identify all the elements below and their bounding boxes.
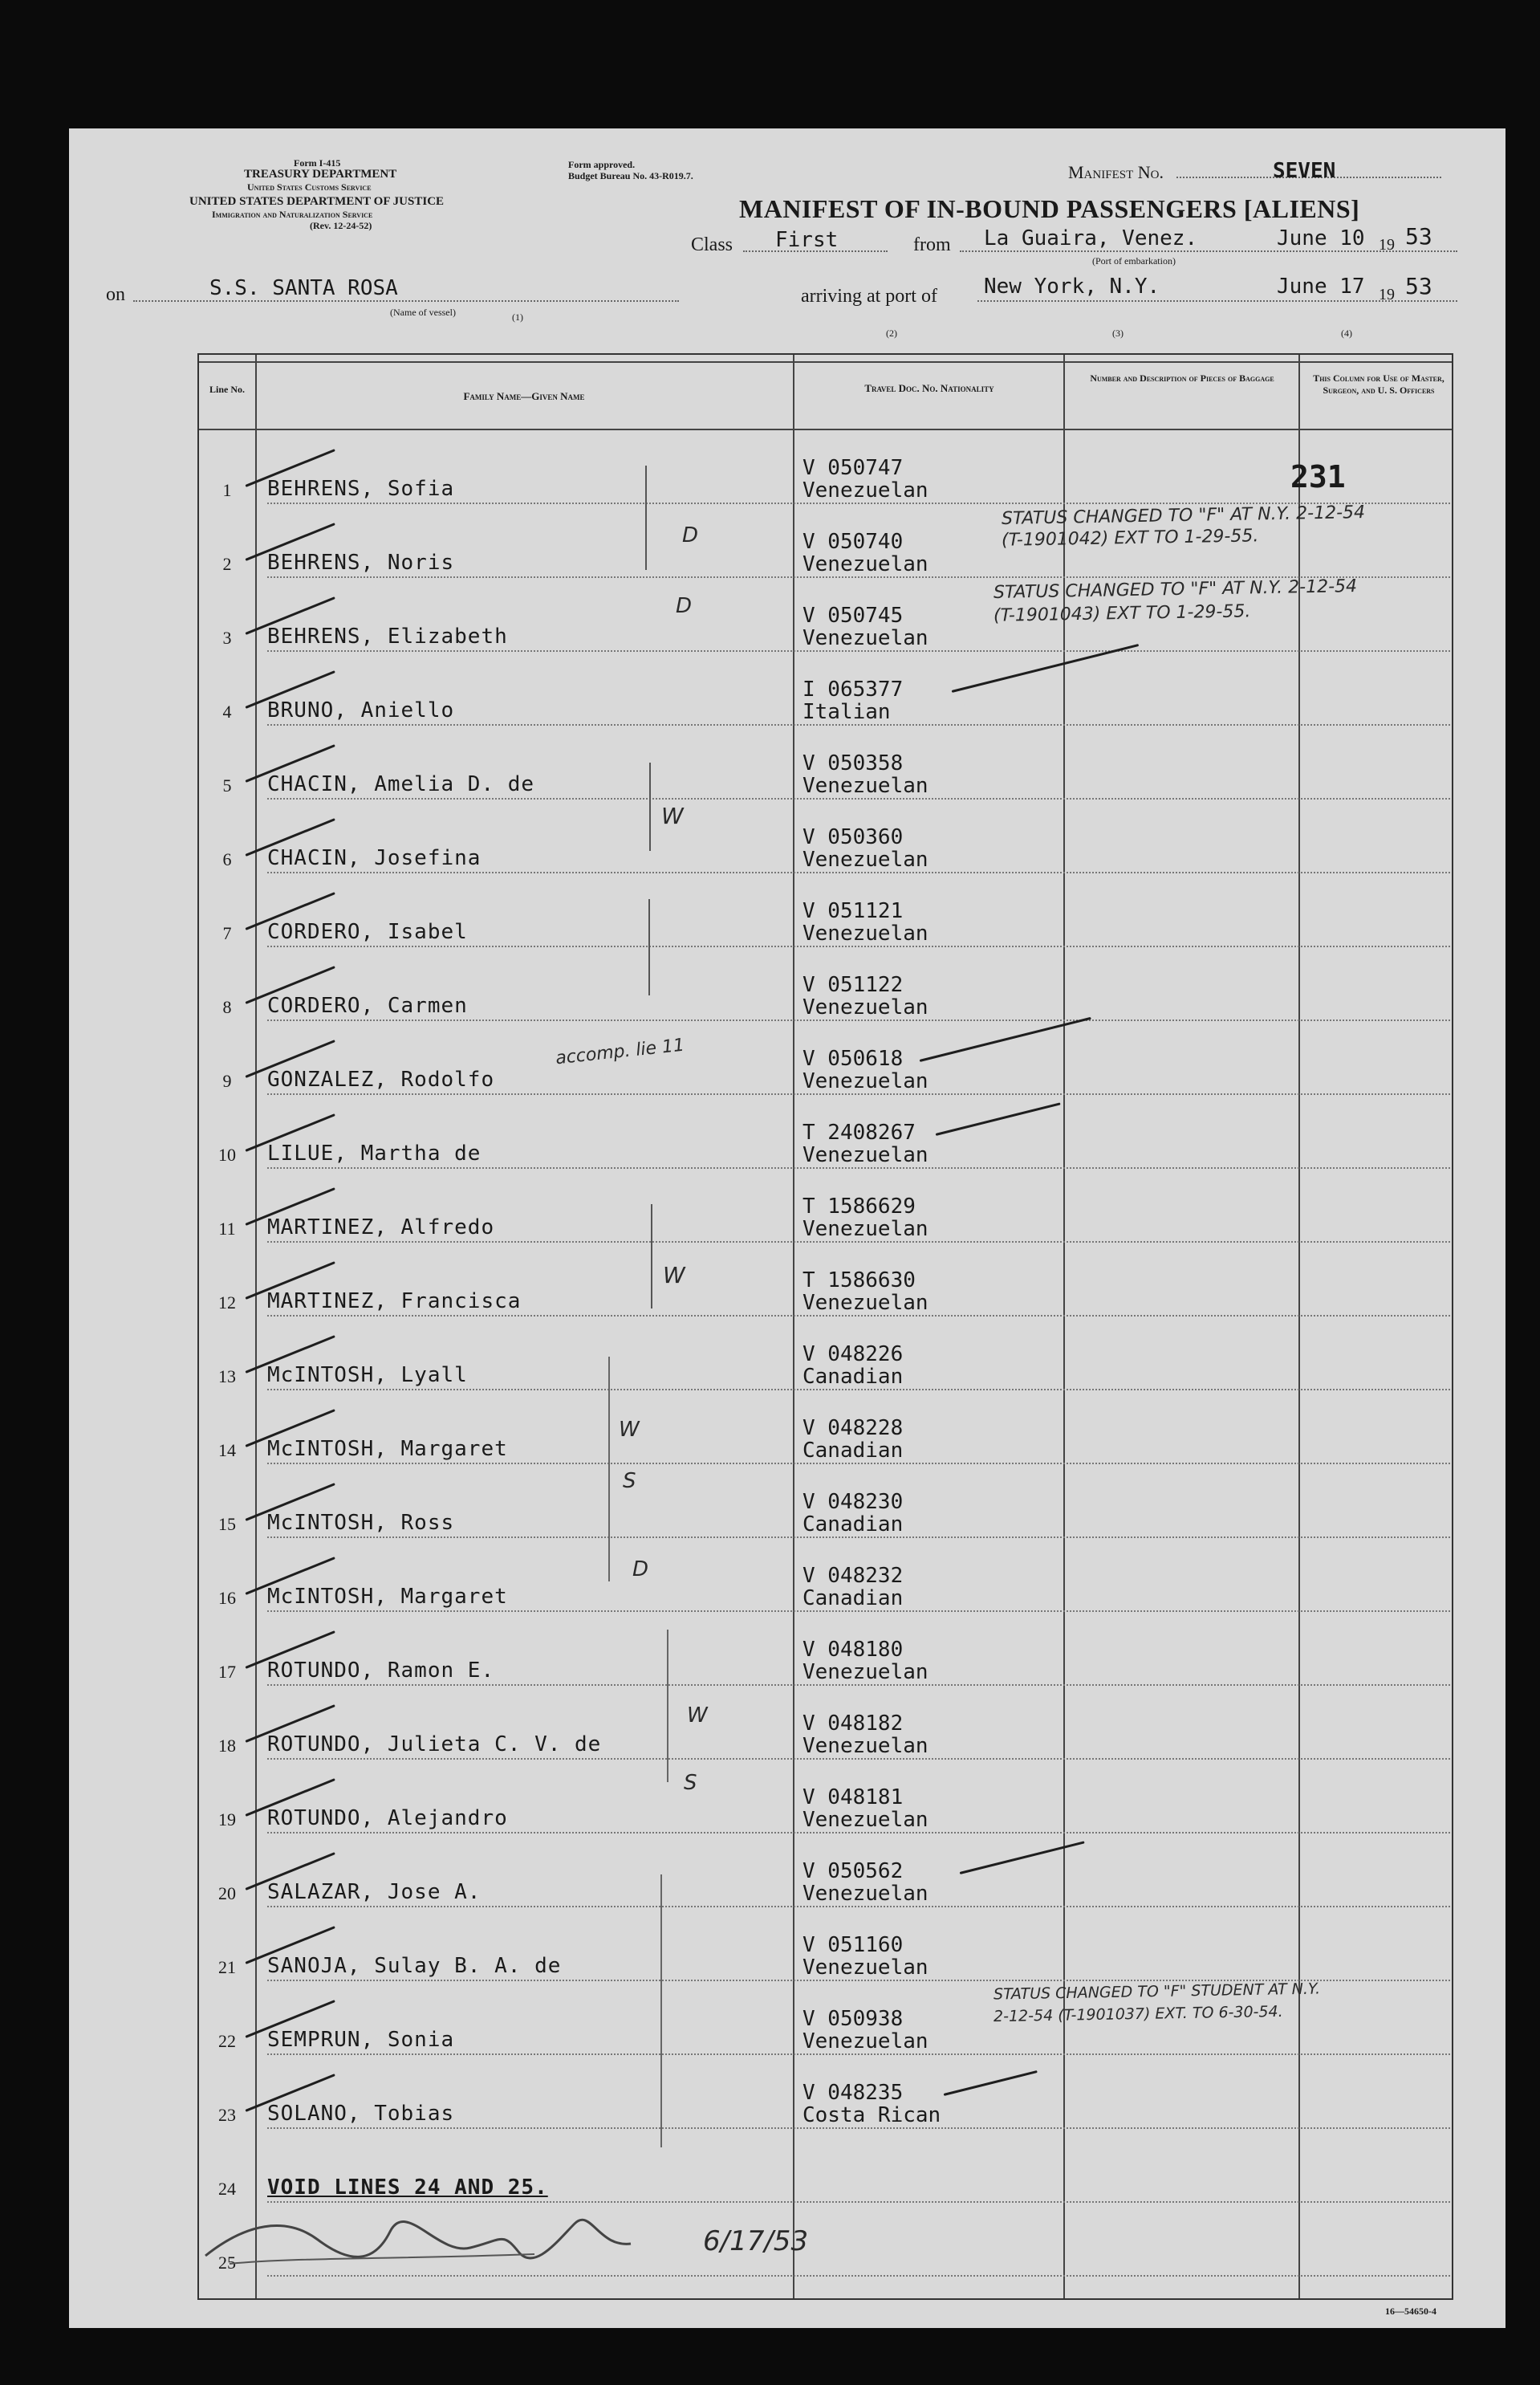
passenger-name: CHACIN, Josefina <box>267 846 482 870</box>
passenger-name: ROTUNDO, Alejandro <box>267 1806 508 1830</box>
mark-margin-row9: accomp. lie 11 <box>555 1035 686 1069</box>
travel-doc-number: V 051121 <box>803 899 904 923</box>
passenger-name: CORDERO, Isabel <box>267 920 468 944</box>
vessel-caption: (Name of vessel) <box>390 307 456 318</box>
line-number: 6 <box>222 849 232 869</box>
line-number: 11 <box>218 1219 236 1239</box>
travel-doc-number: V 051160 <box>803 1933 904 1957</box>
passenger-name: BRUNO, Aniello <box>267 698 455 722</box>
travel-doc-number: T 2408267 <box>803 1121 916 1145</box>
class-label: Class <box>691 234 733 255</box>
footer-code: 16—54650-4 <box>1385 2306 1436 2317</box>
passenger-name: McINTOSH, Ross <box>267 1511 455 1535</box>
line-number: 3 <box>222 628 232 648</box>
travel-doc-number: V 050747 <box>803 456 904 480</box>
line-number: 1 <box>222 480 232 500</box>
table-row <box>199 800 1455 873</box>
form-number: Form I-415 <box>294 157 341 169</box>
line-number: 5 <box>222 775 232 796</box>
manifest-page <box>69 128 1505 2328</box>
nationality: Canadian <box>803 1586 904 1610</box>
travel-doc-number: V 048180 <box>803 1638 904 1662</box>
mark-s-1: S <box>623 1469 636 1493</box>
vessel-name: S.S. SANTA ROSA <box>209 276 398 300</box>
table-row <box>199 1612 1455 1686</box>
header-travel-doc: Travel Doc. No. Nationality <box>864 382 994 394</box>
customs-service: United States Customs Service <box>247 181 372 193</box>
table-row <box>199 873 1455 947</box>
nationality: Venezuelan <box>803 1143 928 1167</box>
nationality: Venezuelan <box>803 1808 928 1832</box>
table-row <box>199 1317 1455 1390</box>
form-approved: Form approved. <box>568 159 636 170</box>
travel-doc-number: V 048181 <box>803 1785 904 1809</box>
from-port: La Guaira, Venez. <box>984 226 1198 250</box>
travel-doc-number: V 048232 <box>803 1564 904 1588</box>
line-number: 15 <box>218 1514 236 1534</box>
nationality: Venezuelan <box>803 552 928 576</box>
mark-d-1: D <box>682 523 699 547</box>
table-row <box>199 726 1455 800</box>
travel-doc-number: V 050618 <box>803 1047 904 1071</box>
travel-doc-number: V 048226 <box>803 1342 904 1366</box>
on-label: on <box>106 284 125 305</box>
travel-doc-number: I 065377 <box>803 678 904 702</box>
passenger-name: McINTOSH, Margaret <box>267 1585 508 1609</box>
nationality: Venezuelan <box>803 1291 928 1315</box>
passenger-name: BEHRENS, Noris <box>267 551 455 575</box>
mark-w-2: W <box>663 1262 685 1288</box>
travel-doc-number: V 050740 <box>803 530 904 554</box>
col-number-1: (1) <box>512 311 523 323</box>
line-number: 8 <box>222 997 232 1017</box>
line-number: 24 <box>218 2179 236 2199</box>
mark-w-4: W <box>687 1703 708 1728</box>
nationality: Venezuelan <box>803 1069 928 1093</box>
table-row <box>199 1390 1455 1464</box>
embark-caption: (Port of embarkation) <box>1092 255 1176 267</box>
budget-bureau: Budget Bureau No. 43-R019.7. <box>568 170 693 181</box>
form-revision: (Rev. 12-24-52) <box>310 220 372 231</box>
manifest-title: MANIFEST OF IN-BOUND PASSENGERS [ALIENS] <box>739 194 1360 223</box>
line-number: 23 <box>218 2105 236 2125</box>
passenger-name: SEMPRUN, Sonia <box>267 2028 455 2052</box>
status-note-row21-b: 2-12-54 (T-1901037) EXT. TO 6-30-54. <box>993 2002 1283 2026</box>
from-date: June 10 <box>1277 226 1365 250</box>
passenger-name: GONZALEZ, Rodolfo <box>267 1068 495 1092</box>
mark-s-2: S <box>684 1771 697 1795</box>
passenger-name: LILUE, Martha de <box>267 1142 482 1166</box>
passenger-name: MARTINEZ, Francisca <box>267 1289 522 1313</box>
status-note-row2-b: (T-1901042) EXT TO 1-29-55. <box>1001 526 1259 551</box>
line-number: 22 <box>218 2031 236 2051</box>
status-note-row2-a: STATUS CHANGED TO "F" AT N.Y. 2-12-54 <box>1001 503 1366 529</box>
line-number: 21 <box>218 1957 236 1977</box>
travel-doc-number: V 050938 <box>803 2007 904 2031</box>
line-number: 20 <box>218 1883 236 1903</box>
travel-doc-number: T 1586630 <box>803 1268 916 1292</box>
arrival-date: June 17 <box>1277 275 1365 299</box>
passenger-name: ROTUNDO, Julieta C. V. de <box>267 1732 602 1756</box>
passenger-name: CHACIN, Amelia D. de <box>267 772 535 796</box>
justice-dept: UNITED STATES DEPARTMENT OF JUSTICE <box>189 195 445 208</box>
arriving-label: arriving at port of <box>801 286 937 307</box>
nationality: Venezuelan <box>803 774 928 798</box>
table-row <box>199 1021 1455 1095</box>
nationality: Venezuelan <box>803 848 928 872</box>
status-note-row3-b: (T-1901043) EXT TO 1-29-55. <box>993 601 1251 626</box>
nationality: Venezuelan <box>803 922 928 946</box>
passenger-name: SANOJA, Sulay B. A. de <box>267 1954 562 1978</box>
travel-doc-number: V 050562 <box>803 1859 904 1883</box>
nationality: Venezuelan <box>803 478 928 503</box>
table-row <box>199 1686 1455 1760</box>
line-number: 16 <box>218 1588 236 1608</box>
nationality: Canadian <box>803 1512 904 1536</box>
nationality: Venezuelan <box>803 1734 928 1758</box>
nationality: Venezuelan <box>803 1217 928 1241</box>
line-number: 2 <box>222 554 232 574</box>
travel-doc-number: V 048228 <box>803 1416 904 1440</box>
passenger-name: BEHRENS, Sofia <box>267 477 455 501</box>
travel-doc-number: V 048182 <box>803 1711 904 1736</box>
nationality: Venezuelan <box>803 626 928 650</box>
signature-scrawl <box>197 2208 647 2280</box>
line-number: 25 <box>218 2253 236 2273</box>
line-number: 19 <box>218 1809 236 1829</box>
ins-service: Immigration and Naturalization Service <box>212 209 373 220</box>
officer-number: 231 <box>1290 459 1346 495</box>
header-family-name: Family Name—Given Name <box>463 390 585 402</box>
line-number: 12 <box>218 1292 236 1313</box>
table-row <box>199 1095 1455 1169</box>
table-row <box>199 1464 1455 1538</box>
status-note-row21-a: STATUS CHANGED TO "F" STUDENT AT N.Y. <box>993 1980 1321 2004</box>
table-row <box>199 1243 1455 1317</box>
nationality: Venezuelan <box>803 1660 928 1684</box>
nationality: Canadian <box>803 1439 904 1463</box>
from-year-prefix: 19 <box>1379 236 1395 254</box>
line-number: 18 <box>218 1736 236 1756</box>
nationality: Italian <box>803 700 891 724</box>
line-number: 4 <box>222 702 232 722</box>
travel-doc-number: V 048230 <box>803 1490 904 1514</box>
signature-date: 6/17/53 <box>703 2225 809 2257</box>
manifest-no-value: SEVEN <box>1273 159 1336 183</box>
header-officers: This Column for Use of Master, Surgeon, and U. S. Officers <box>1313 372 1445 396</box>
header-baggage: Number and Description of Pieces of Baggage <box>1090 372 1274 384</box>
nationality: Venezuelan <box>803 2029 928 2053</box>
passenger-name: MARTINEZ, Alfredo <box>267 1215 495 1239</box>
col-number-4: (4) <box>1341 328 1352 339</box>
passenger-name: SOLANO, Tobias <box>267 2102 455 2126</box>
passenger-name: McINTOSH, Lyall <box>267 1363 468 1387</box>
status-note-row3-a: STATUS CHANGED TO "F" AT N.Y. 2-12-54 <box>993 576 1358 603</box>
treasury-dept: TREASURY DEPARTMENT <box>244 168 397 181</box>
table-row <box>199 1834 1455 1907</box>
passenger-name: SALAZAR, Jose A. <box>267 1880 482 1904</box>
col-number-3: (3) <box>1112 328 1124 339</box>
mark-d-2: D <box>676 594 693 618</box>
line-number: 17 <box>218 1662 236 1682</box>
table-row <box>199 947 1455 1021</box>
arrival-port: New York, N.Y. <box>984 275 1160 299</box>
col-number-2: (2) <box>886 328 897 339</box>
table-row <box>199 652 1455 726</box>
table-row <box>199 1760 1455 1834</box>
from-label: from <box>913 234 951 255</box>
line-number: 7 <box>222 923 232 943</box>
mark-w-1: W <box>661 803 684 829</box>
travel-doc-number: V 050745 <box>803 604 904 628</box>
passenger-name: BEHRENS, Elizabeth <box>267 625 508 649</box>
travel-doc-number: V 051122 <box>803 973 904 997</box>
manifest-no-label: Manifest No. <box>1068 162 1164 182</box>
passenger-name: CORDERO, Carmen <box>267 994 468 1018</box>
table-row <box>199 1169 1455 1243</box>
mark-w-3: W <box>619 1418 640 1442</box>
line-number: 10 <box>218 1145 236 1165</box>
table-row <box>199 1538 1455 1612</box>
line-number: 14 <box>218 1440 236 1460</box>
table-row <box>199 2055 1455 2129</box>
nationality: Venezuelan <box>803 1882 928 1906</box>
mark-d-3: D <box>632 1557 649 1581</box>
line-number: 9 <box>222 1071 232 1091</box>
travel-doc-number: V 050360 <box>803 825 904 849</box>
table-row <box>199 430 1455 504</box>
line-number: 13 <box>218 1366 236 1386</box>
from-year: 53 <box>1405 223 1432 250</box>
arrival-year: 53 <box>1405 273 1432 299</box>
header-line-no: Line No. <box>209 384 245 395</box>
table-row <box>199 2129 1455 2203</box>
passenger-name: McINTOSH, Margaret <box>267 1437 508 1461</box>
nationality: Canadian <box>803 1365 904 1389</box>
class-value: First <box>775 228 839 252</box>
travel-doc-number: T 1586629 <box>803 1195 916 1219</box>
arrival-year-prefix: 19 <box>1379 286 1395 303</box>
nationality: Venezuelan <box>803 995 928 1020</box>
travel-doc-number: V 050358 <box>803 751 904 775</box>
travel-doc-number: V 048235 <box>803 2081 904 2105</box>
nationality: Costa Rican <box>803 2103 941 2127</box>
nationality: Venezuelan <box>803 1956 928 1980</box>
passenger-name: ROTUNDO, Ramon E. <box>267 1659 495 1683</box>
table-row <box>199 1907 1455 1981</box>
passenger-name: VOID LINES 24 AND 25. <box>267 2175 548 2200</box>
